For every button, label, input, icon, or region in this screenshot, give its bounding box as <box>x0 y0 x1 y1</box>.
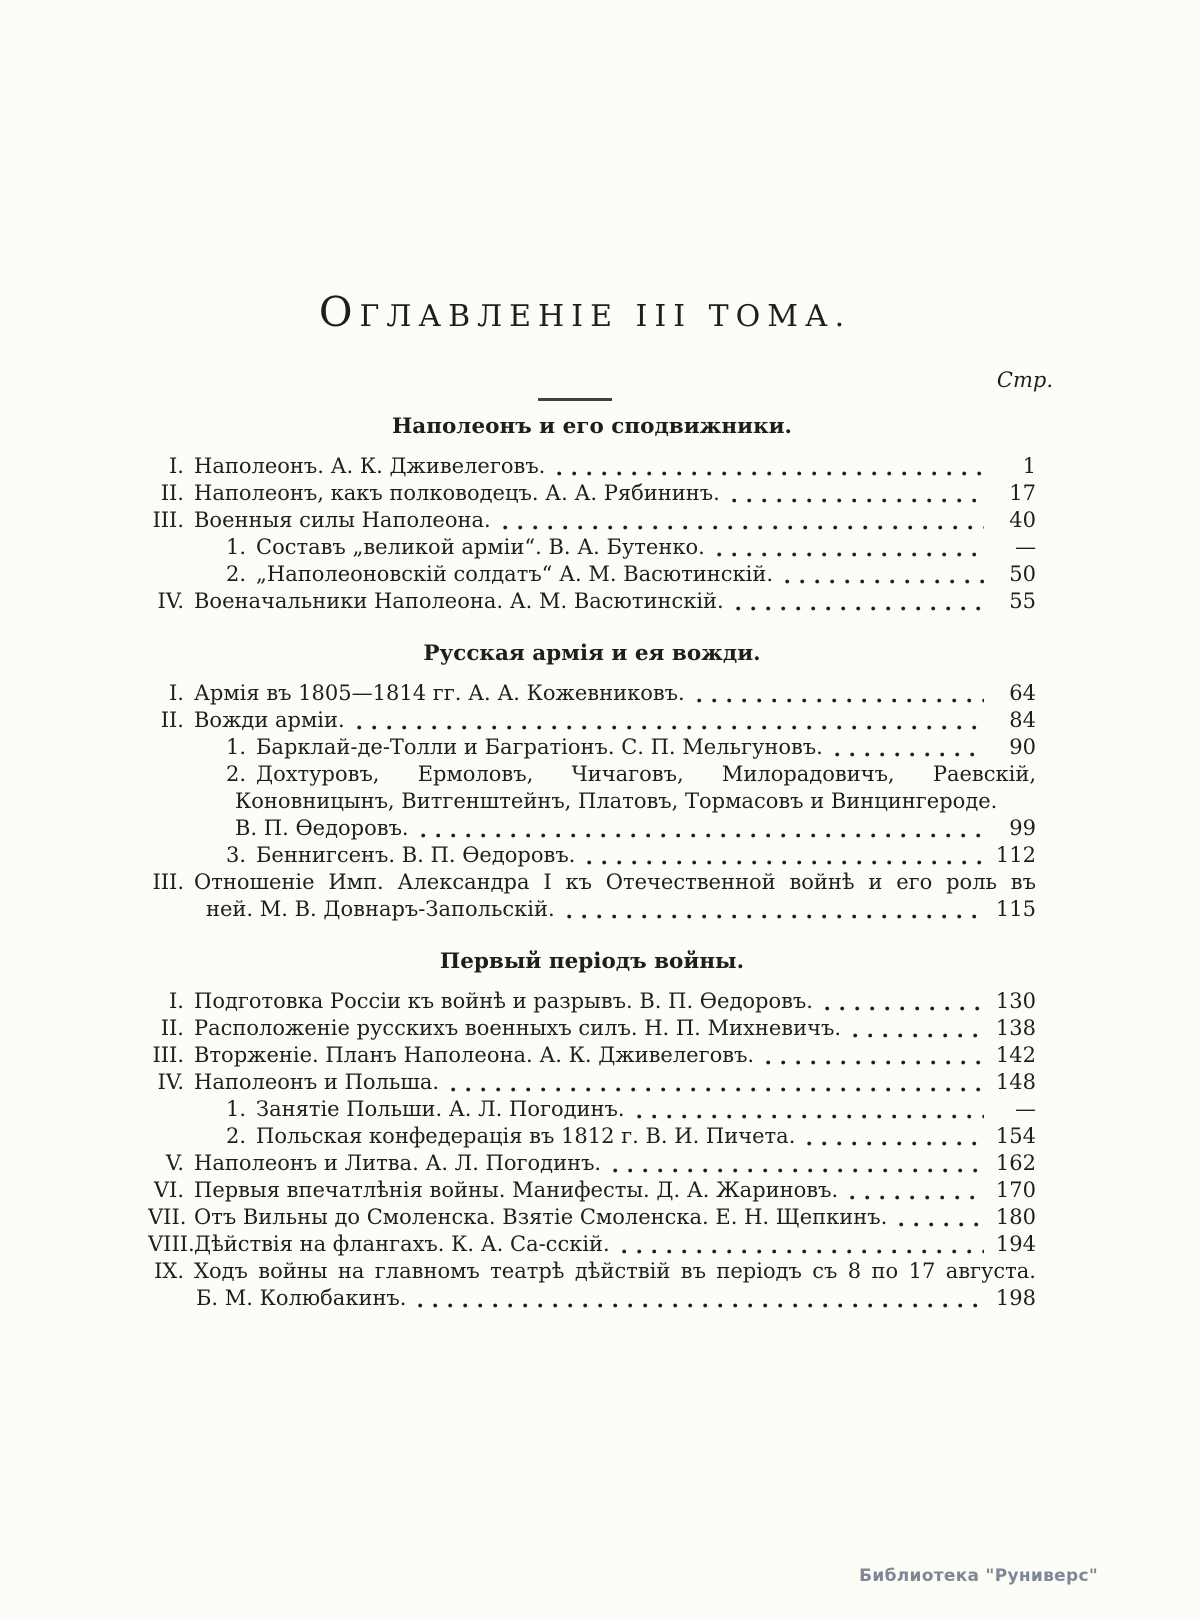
toc-entry <box>148 1150 1036 1177</box>
toc-entry <box>148 1285 1036 1312</box>
page-number: 180 <box>995 1205 1036 1229</box>
entry-title: Дѣйствія на флангахъ. К. А. Са-сскій. <box>194 1232 610 1256</box>
page-number: 115 <box>995 897 1036 921</box>
entry-number: III. <box>152 870 184 894</box>
entry-title: ней. М. В. Довнаръ-Запольскій. <box>206 897 555 921</box>
toc-entry <box>148 507 1036 534</box>
entry-title: „Наполеоновскій солдатъ“ А. М. Васютинскій. <box>256 562 774 586</box>
entry-number: VI. <box>153 1178 184 1202</box>
entry-title: Расположеніе русскихъ военныхъ силъ. Н. П. Михневичъ. <box>194 1016 842 1040</box>
dot-leader <box>503 525 984 530</box>
toc-entry <box>148 988 1036 1015</box>
entry-number: 2. <box>225 762 246 786</box>
page-number: 1 <box>1022 454 1036 478</box>
dot-leader <box>825 1006 984 1011</box>
toc-entry <box>148 680 1036 707</box>
toc-entry <box>148 1258 1036 1285</box>
entry-title: Военныя силы Наполеона. <box>194 508 491 532</box>
entry-title: Наполеонъ, какъ полководецъ. А. А. Рябининъ. <box>194 481 720 505</box>
dot-leader <box>850 1195 984 1200</box>
table-of-contents <box>148 402 1036 1312</box>
entry-number: I. <box>169 454 184 478</box>
entry-number: I. <box>169 989 184 1013</box>
dot-leader <box>637 1114 984 1119</box>
dot-leader <box>766 1060 984 1065</box>
page-number: 90 <box>1009 735 1036 759</box>
toc-entry <box>148 1096 1036 1123</box>
dot-leader <box>807 1141 984 1146</box>
toc-entry <box>148 1204 1036 1231</box>
toc-entry <box>148 534 1036 561</box>
page-column-header: Стр. <box>996 368 1053 392</box>
dot-leader <box>622 1249 984 1254</box>
toc-entry <box>148 588 1036 615</box>
entry-number: IX. <box>154 1259 184 1283</box>
page-number: 142 <box>995 1043 1036 1067</box>
dot-leader <box>697 698 984 703</box>
page-number: 50 <box>1009 562 1036 586</box>
dot-leader <box>736 606 984 611</box>
entry-number: III. <box>152 1043 184 1067</box>
toc-entry <box>148 842 1036 869</box>
toc-entry <box>148 1123 1036 1150</box>
entry-title: Коновницынъ, Витгенштейнъ, Платовъ, Тормасовъ и Винцингероде. <box>235 789 998 813</box>
entry-number: IV. <box>157 1070 184 1094</box>
toc-entry <box>148 788 1036 815</box>
dot-leader <box>418 1303 984 1308</box>
page-number: — <box>1015 535 1036 559</box>
library-watermark: Библиотека "Руниверс" <box>859 1566 1098 1586</box>
toc-entry <box>148 1042 1036 1069</box>
page-number: 138 <box>995 1016 1036 1040</box>
dot-leader <box>717 552 984 557</box>
toc-entry <box>148 734 1036 761</box>
entry-number: V. <box>165 1151 184 1175</box>
dot-leader <box>835 752 984 757</box>
entry-number: 3. <box>225 843 246 867</box>
entry-title: Армія въ 1805—1814 гг. А. А. Кожевниковъ. <box>194 681 685 705</box>
entry-number: I. <box>169 681 184 705</box>
entry-number: II. <box>160 1016 184 1040</box>
entry-title: Вожди арміи. <box>194 708 345 732</box>
page-number: — <box>1015 1097 1036 1121</box>
entry-title: В. П. Ѳедоровъ. <box>235 816 409 840</box>
entry-number: 1. <box>225 735 246 759</box>
title-divider <box>538 398 612 401</box>
section-heading: Наполеонъ и его сподвижники. <box>391 414 793 439</box>
entry-title: Барклай-де-Толли и Багратіонъ. С. П. Мельгуновъ. <box>256 735 823 759</box>
dot-leader <box>451 1087 984 1092</box>
entry-number: II. <box>160 481 184 505</box>
page-number: 112 <box>995 843 1036 867</box>
page-number: 99 <box>1009 816 1036 840</box>
entry-title: Наполеонъ. А. К. Дживелеговъ. <box>194 454 546 478</box>
toc-entry <box>148 815 1036 842</box>
entry-number: VII. <box>148 1205 187 1229</box>
section-heading: Русская армія и ея вожди. <box>423 641 761 666</box>
entry-number: 1. <box>225 1097 246 1121</box>
page-number: 130 <box>995 989 1036 1013</box>
page-number: 194 <box>995 1232 1036 1256</box>
toc-entry <box>148 869 1036 896</box>
page-number: 198 <box>995 1286 1036 1310</box>
entry-title: Занятіе Польши. А. Л. Погодинъ. <box>256 1097 625 1121</box>
page-number: 154 <box>995 1124 1036 1148</box>
toc-entry <box>148 561 1036 588</box>
page-number: 162 <box>995 1151 1036 1175</box>
entry-title: Польская конфедерація въ 1812 г. В. И. Пичета. <box>256 1124 796 1148</box>
dot-leader <box>557 471 984 476</box>
toc-entry <box>148 1177 1036 1204</box>
toc-entry <box>148 761 1036 788</box>
entry-number: II. <box>160 708 184 732</box>
entry-title: Отъ Вильны до Смоленска. Взятіе Смоленска. Е. Н. Щепкинъ. <box>194 1205 888 1229</box>
section-heading: Первый періодъ войны. <box>439 949 745 974</box>
page-title: ОГЛАВЛЕНІЕ III ТОМА. <box>318 288 852 336</box>
entry-title: Вторженіе. Планъ Наполеона. А. К. Дживелеговъ. <box>194 1043 755 1067</box>
toc-entry <box>148 896 1036 923</box>
toc-entry <box>148 1231 1036 1258</box>
entry-title: Б. М. Колюбакинъ. <box>196 1286 407 1310</box>
dot-leader <box>613 1168 984 1173</box>
entry-title: Первыя впечатлѣнія войны. Манифесты. Д. А. Жариновъ. <box>194 1178 839 1202</box>
entry-number: 2. <box>225 1124 246 1148</box>
dot-leader <box>899 1222 984 1227</box>
page-number: 170 <box>995 1178 1036 1202</box>
entry-title: Дохтуровъ, Ермоловъ, Чичаговъ, Милорадовичъ, Раевскій, <box>256 762 1036 786</box>
page-number: 17 <box>1009 481 1036 505</box>
toc-entry <box>148 480 1036 507</box>
dot-leader <box>421 833 984 838</box>
dot-leader <box>357 725 984 730</box>
entry-number: 1. <box>225 535 246 559</box>
entry-title: Ходъ войны на главномъ театрѣ дѣйствій въ періодъ съ 8 по 17 августа. <box>194 1259 1036 1283</box>
dot-leader <box>587 860 984 865</box>
toc-entry <box>148 1015 1036 1042</box>
entry-number: III. <box>152 508 184 532</box>
entry-title: Военачальники Наполеона. А. М. Васютинскій. <box>194 589 724 613</box>
dot-leader <box>785 579 984 584</box>
page-number: 148 <box>995 1070 1036 1094</box>
entry-number: IV. <box>157 589 184 613</box>
entry-number: 2. <box>225 562 246 586</box>
dot-leader <box>567 914 984 919</box>
dot-leader <box>732 498 984 503</box>
page-number: 40 <box>1009 508 1036 532</box>
page-number: 64 <box>1009 681 1036 705</box>
entry-title: Беннигсенъ. В. П. Ѳедоровъ. <box>256 843 576 867</box>
dot-leader <box>853 1033 984 1038</box>
entry-title: Отношеніе Имп. Александра I къ Отечественной войнѣ и его роль въ <box>194 870 1036 894</box>
page-number: 84 <box>1009 708 1036 732</box>
entry-title: Подготовка Россіи къ войнѣ и разрывъ. В. П. Ѳедоровъ. <box>194 989 813 1013</box>
entry-title: Наполеонъ и Польша. <box>194 1070 440 1094</box>
entry-title: Наполеонъ и Литва. А. Л. Погодинъ. <box>194 1151 602 1175</box>
toc-entry <box>148 707 1036 734</box>
toc-entry <box>148 1069 1036 1096</box>
entry-number: VIII. <box>148 1232 195 1256</box>
entry-title: Составъ „великой арміи“. В. А. Бутенко. <box>256 535 705 559</box>
toc-entry <box>148 453 1036 480</box>
page-number: 55 <box>1009 589 1036 613</box>
